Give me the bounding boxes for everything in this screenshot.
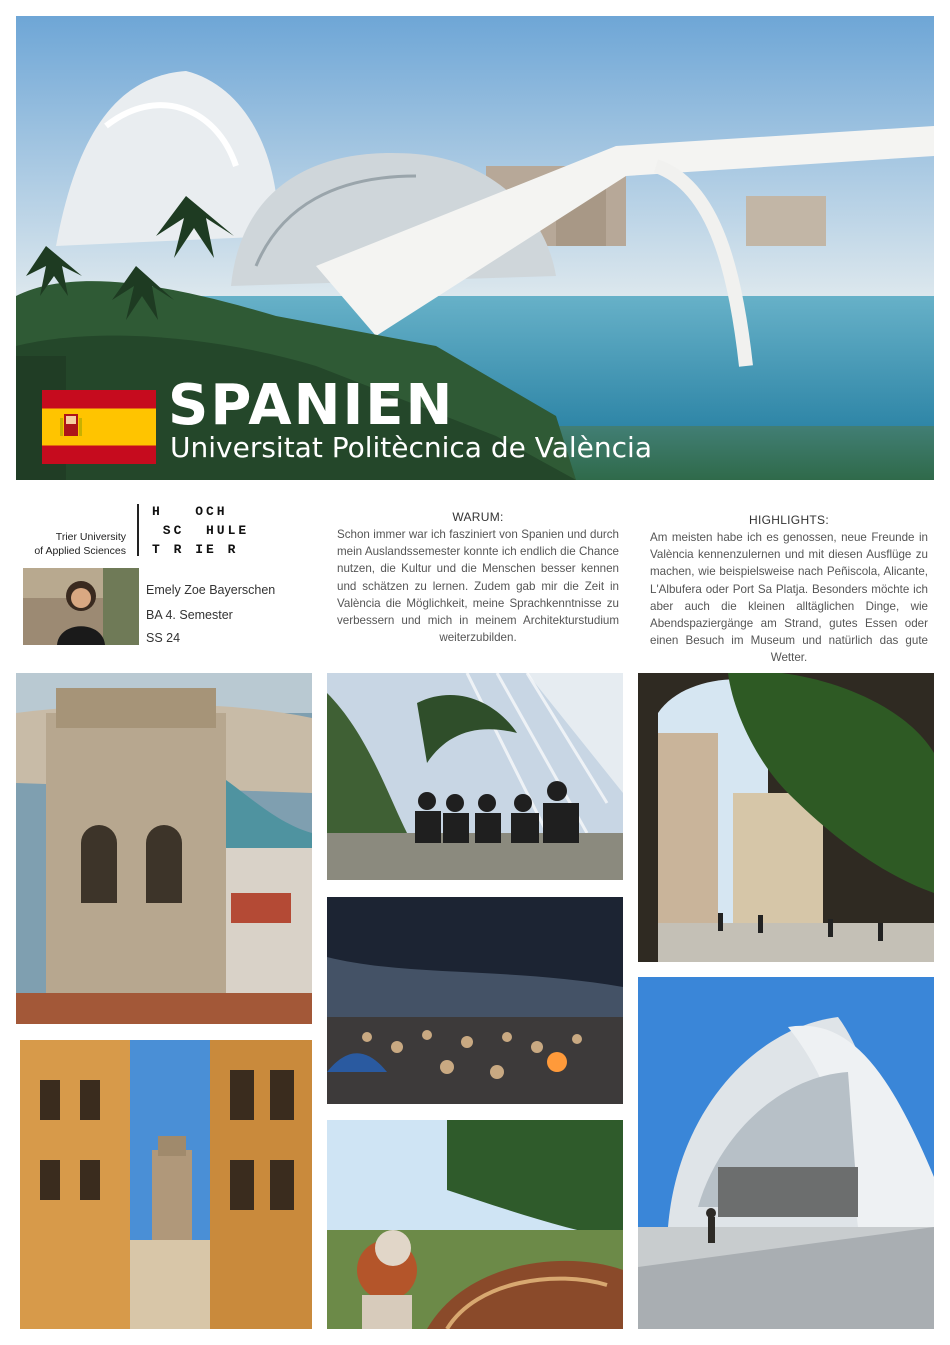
photo-valencia-square (638, 673, 934, 962)
highlights-body: Am meisten habe ich es genossen, neue Freunde in València kennenzulernen und mit diesen Ausflüge zu machen, wie beispielsweise nach Peñiscola, Alicante, L'Albufera oder Port Sa Platja. Besonders möchte ich aber auch die kleinen alltäglichen Dinge, wie Abendspaziergänge am Strand, gutes Essen oder einen Besuch im Museum und natürlich das gute Wetter. (650, 531, 928, 665)
student-program: BA 4. Semester (146, 608, 233, 622)
photo-palau-de-les-arts (638, 977, 934, 1329)
warum-title: WARUM: (452, 510, 504, 524)
logo-subtitle-line1: Trier University (55, 531, 126, 543)
photo-narrow-street (20, 1040, 312, 1329)
photo-bell-tower (16, 673, 312, 1024)
photo-night-festival (327, 897, 623, 1104)
university-name: Universitat Politècnica de València (170, 431, 652, 464)
highlights-title: HIGHLIGHTS: (749, 513, 829, 527)
student-term: SS 24 (146, 631, 181, 645)
student-name: Emely Zoe Bayerschen (146, 583, 276, 597)
photo-friends-garden (327, 673, 623, 880)
logo-line3: T R IE R (152, 542, 239, 557)
logo-line2: SC HULE (152, 523, 250, 538)
warum-body: Schon immer war ich fasziniert von Spanien und durch mein Auslandssemester konnte ich endlich die Chance nutzen, die Kultur und die Menschen besser kennen und schätzen zu lernen. Zudem gab mir die Zeit in València die Möglichkeit, meine Sprachkenntnisse zu verbessern und mich in meinem Architekturstudium weiterzubilden. (337, 528, 619, 645)
logo-subtitle (16, 530, 126, 558)
photo-boat-albufera (327, 1120, 623, 1329)
logo-line1: H OCH (152, 504, 228, 519)
country-title: SPANIEN (168, 373, 455, 438)
logo-divider (137, 504, 139, 556)
hochschule-trier-logo (152, 502, 249, 559)
spain-flag-icon (42, 390, 156, 464)
profile-photo (23, 568, 139, 645)
logo-subtitle-line2: of Applied Sciences (34, 545, 126, 557)
